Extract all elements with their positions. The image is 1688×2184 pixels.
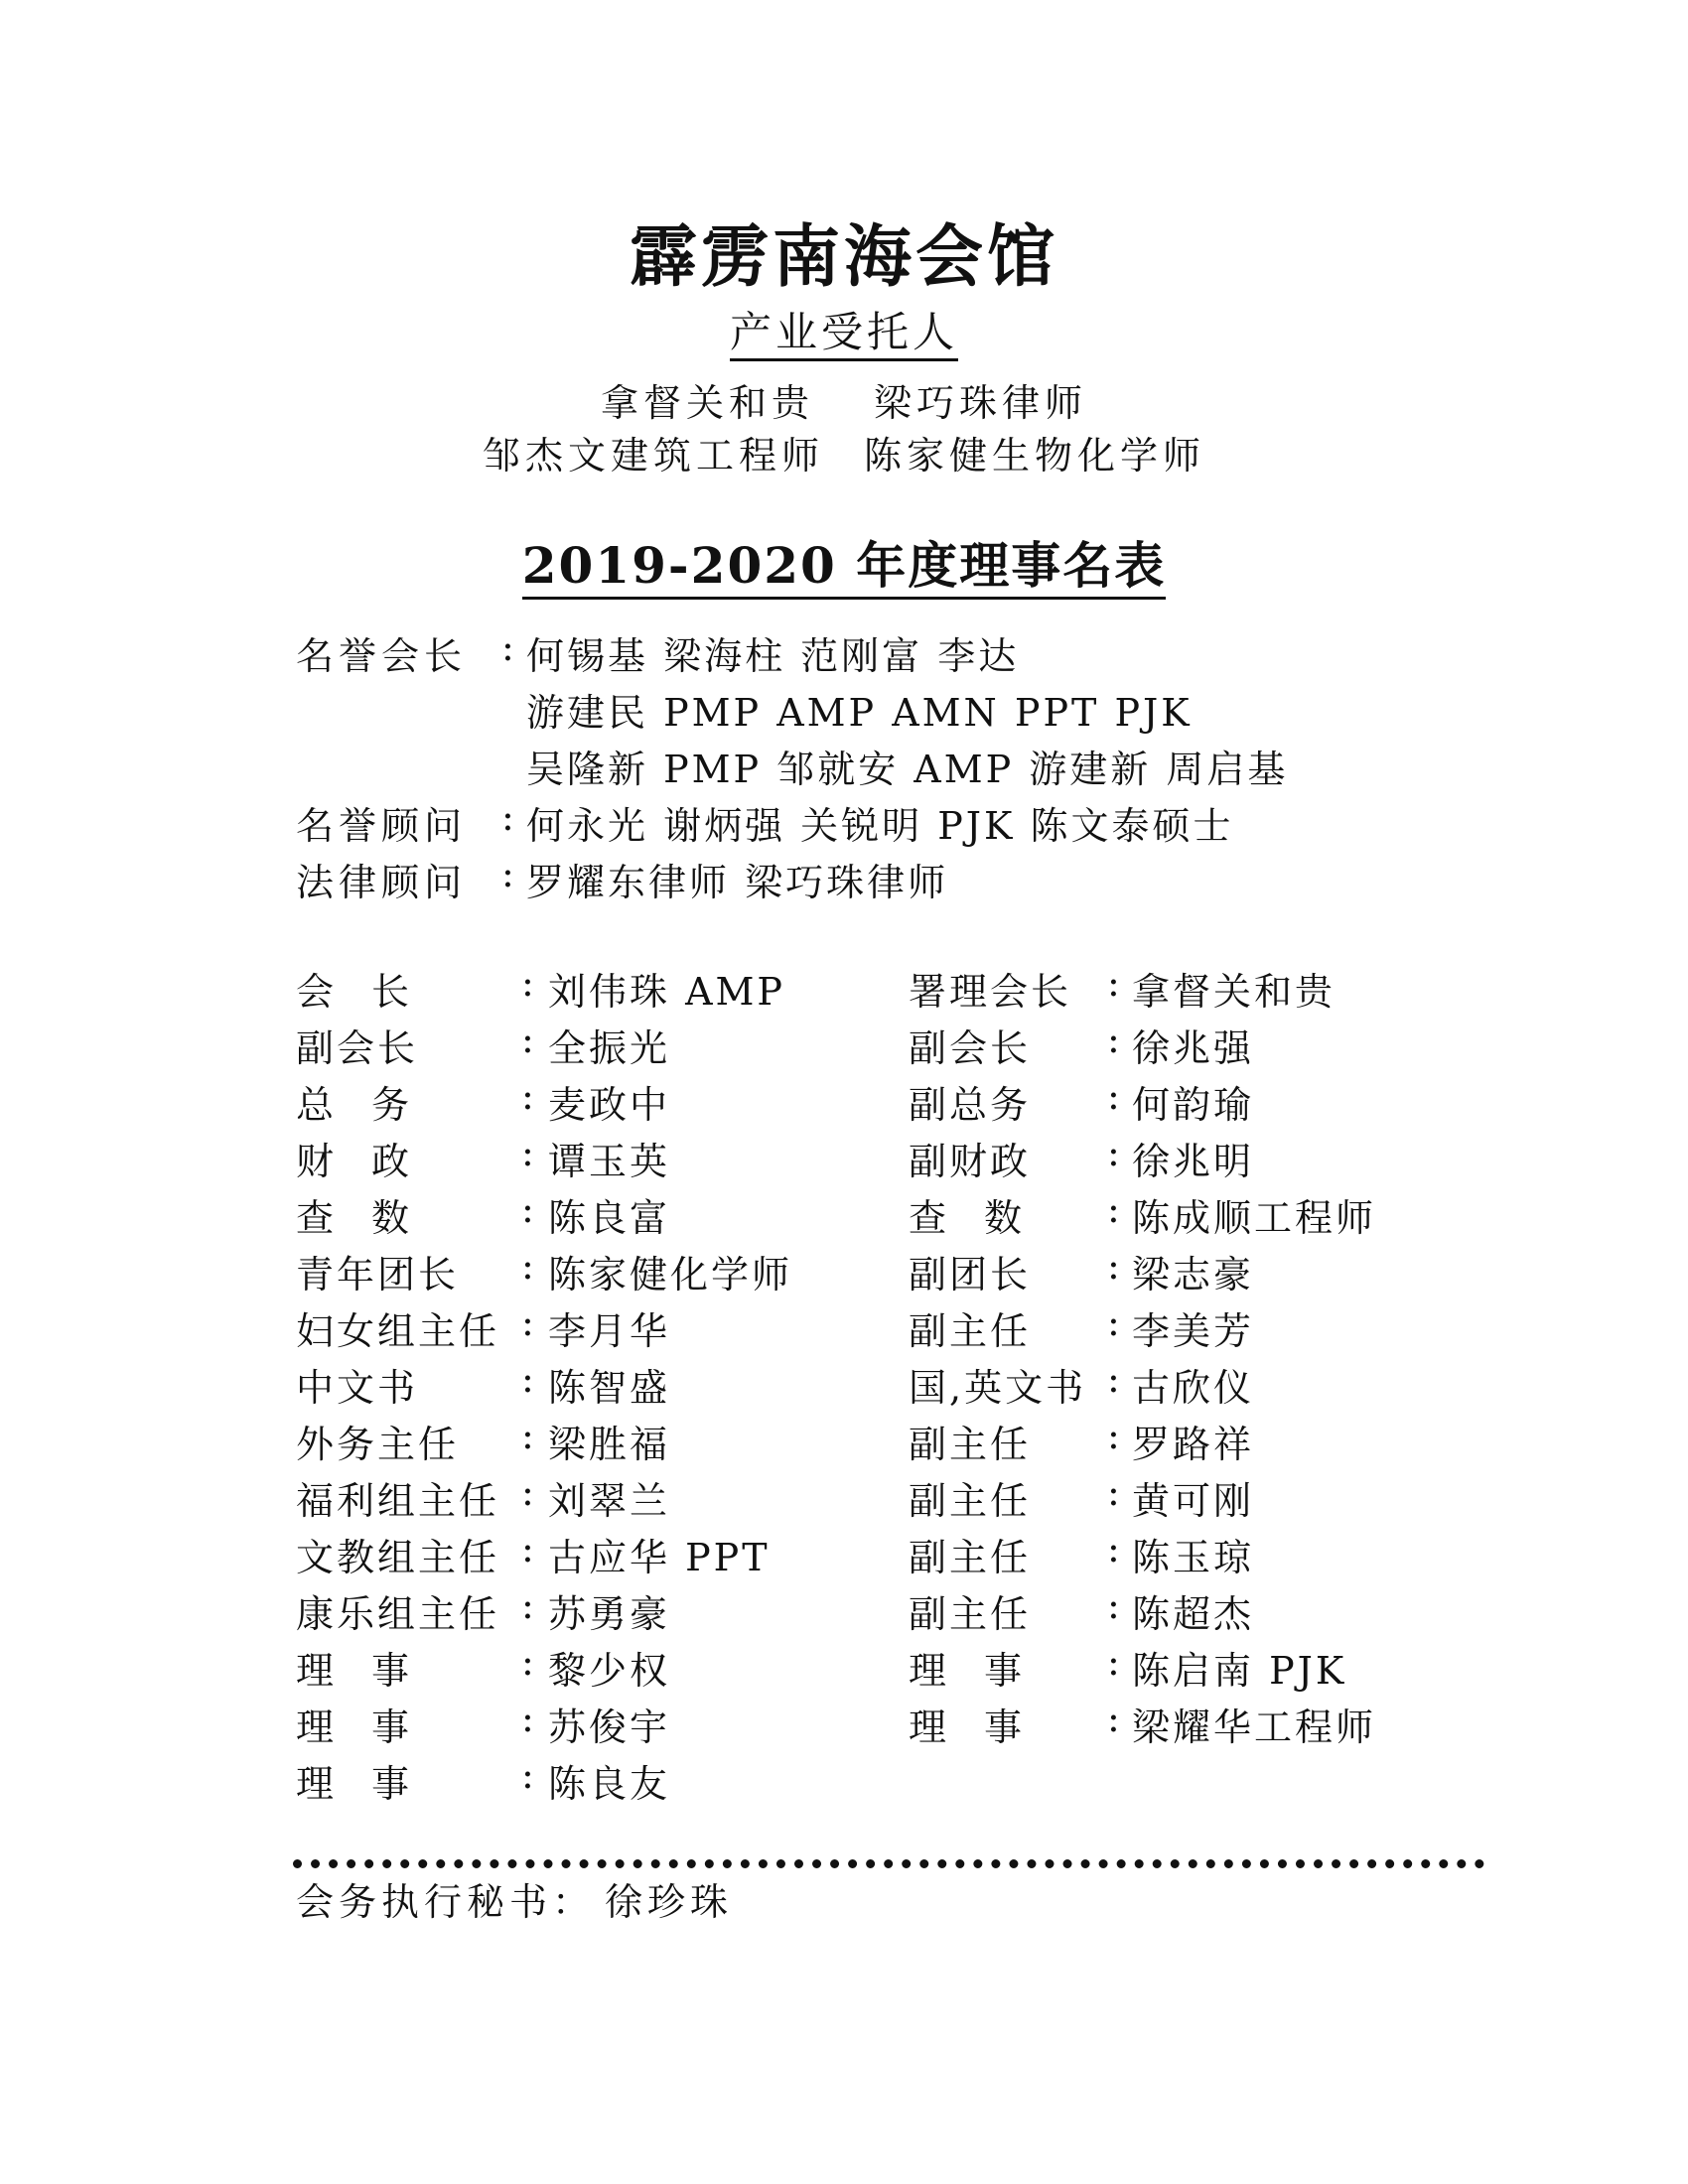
left-role: 文教组主任	[296, 1536, 500, 1579]
left-role: 财政	[296, 1140, 448, 1183]
colon: :	[521, 1697, 537, 1740]
right-name: 陈成顺工程师	[1132, 1196, 1377, 1240]
right-name: 梁耀华工程师	[1132, 1706, 1377, 1749]
left-role: 妇女组主任	[296, 1309, 500, 1353]
roster-row	[0, 1583, 1688, 1639]
colon: :	[521, 1300, 537, 1344]
colon: :	[501, 625, 514, 669]
colon: :	[1107, 1527, 1123, 1570]
right-role: 副主任	[909, 1592, 1032, 1636]
executive-secretary	[296, 1871, 733, 1926]
roster-row	[0, 1640, 1688, 1696]
roster-row	[0, 1244, 1688, 1299]
left-name: 李月华	[548, 1309, 671, 1353]
trustees-line-2	[0, 425, 1688, 479]
right-role: 副财政	[909, 1140, 1032, 1183]
colon: :	[521, 1018, 537, 1061]
committee-list-title-text: 2019-2020 年度理事名表	[522, 536, 1166, 600]
right-name: 陈玉琼	[1132, 1536, 1255, 1579]
colon: :	[521, 1131, 537, 1174]
left-name: 古应华 PPT	[548, 1536, 771, 1579]
left-name: 麦政中	[548, 1083, 671, 1127]
colon: :	[1107, 1187, 1123, 1231]
left-role: 理事	[296, 1649, 448, 1693]
trustees-line-1	[0, 372, 1688, 427]
left-name: 陈良友	[548, 1762, 671, 1806]
colon: :	[521, 1074, 537, 1118]
trustee-name: 梁巧珠律师	[874, 381, 1088, 425]
honorary-president-names-line-1: 何锡基 梁海柱 范刚富 李达	[526, 634, 1020, 678]
left-name: 刘伟珠 AMP	[548, 970, 785, 1014]
colon: :	[1107, 1074, 1123, 1118]
left-role: 中文书	[296, 1366, 419, 1410]
colon: :	[521, 1244, 537, 1288]
colon: :	[1107, 1640, 1123, 1684]
executive-secretary-label: 会务执行秘书：	[296, 1880, 596, 1924]
right-role: 查数	[909, 1196, 1060, 1240]
colon: :	[1107, 1414, 1123, 1457]
roster-row	[0, 1357, 1688, 1413]
trustees-heading-text: 产业受托人	[730, 308, 958, 361]
left-role: 理事	[296, 1706, 448, 1749]
honorary-advisor-label: 名誉顾问	[296, 804, 468, 848]
left-name: 陈良富	[548, 1196, 671, 1240]
colon: :	[1107, 1470, 1123, 1514]
left-name: 陈智盛	[548, 1366, 671, 1410]
roster-row	[0, 1131, 1688, 1186]
right-role: 副主任	[909, 1536, 1032, 1579]
left-role: 康乐组主任	[296, 1592, 500, 1636]
right-name: 李美芳	[1132, 1309, 1255, 1353]
colon: :	[1107, 1244, 1123, 1288]
colon: :	[1107, 961, 1123, 1005]
colon: :	[521, 1187, 537, 1231]
roster-row	[0, 1753, 1688, 1809]
left-name: 黎少权	[548, 1649, 671, 1693]
right-role: 副主任	[909, 1479, 1032, 1523]
colon: :	[1107, 1018, 1123, 1061]
legal-advisor-names: 罗耀东律师 梁巧珠律师	[526, 861, 949, 904]
right-role: 副总务	[909, 1083, 1032, 1127]
right-role: 理事	[909, 1706, 1060, 1749]
right-name: 徐兆强	[1132, 1026, 1255, 1070]
colon: :	[521, 1414, 537, 1457]
right-role: 理事	[909, 1649, 1060, 1693]
colon: :	[1107, 1300, 1123, 1344]
colon: :	[521, 1583, 537, 1627]
left-role: 会长	[296, 970, 448, 1014]
trustee-name: 邹杰文建筑工程师	[482, 434, 824, 478]
left-name: 苏俊宇	[548, 1706, 671, 1749]
right-role: 副主任	[909, 1423, 1032, 1466]
trustee-name: 陈家健生物化学师	[864, 434, 1206, 478]
trustees-heading	[0, 300, 1688, 359]
left-role: 副会长	[296, 1026, 419, 1070]
colon: :	[1107, 1131, 1123, 1174]
honorary-president-label: 名誉会长	[296, 634, 468, 678]
honorary-president-names-line-2: 游建民 PMP AMP AMN PPT PJK	[526, 691, 1193, 735]
honorary-president-names-line-3: 吴隆新 PMP 邹就安 AMP 游建新 周启基	[526, 748, 1289, 791]
colon: :	[1107, 1357, 1123, 1401]
colon: :	[521, 961, 537, 1005]
right-role: 副主任	[909, 1309, 1032, 1353]
right-name: 徐兆明	[1132, 1140, 1255, 1183]
legal-advisor-label: 法律顾问	[296, 861, 468, 904]
dotted-divider	[293, 1859, 1484, 1868]
right-name: 拿督关和贵	[1132, 970, 1336, 1014]
colon: :	[501, 795, 514, 839]
right-name: 陈超杰	[1132, 1592, 1255, 1636]
colon: :	[521, 1357, 537, 1401]
right-role: 副会长	[909, 1026, 1032, 1070]
colon: :	[1107, 1697, 1123, 1740]
right-name: 古欣仪	[1132, 1366, 1255, 1410]
right-name: 梁志豪	[1132, 1253, 1255, 1297]
left-name: 陈家健化学师	[548, 1253, 793, 1297]
left-role: 总务	[296, 1083, 448, 1127]
right-role: 国,英文书	[909, 1366, 1087, 1410]
roster-row	[0, 1527, 1688, 1582]
left-role: 青年团长	[296, 1253, 460, 1297]
roster-row	[0, 1414, 1688, 1469]
left-name: 梁胜福	[548, 1423, 671, 1466]
roster-row	[0, 1470, 1688, 1526]
colon: :	[521, 1753, 537, 1797]
left-role: 查数	[296, 1196, 448, 1240]
colon: :	[521, 1527, 537, 1570]
trustee-name: 拿督关和贵	[600, 381, 814, 425]
right-role: 副团长	[909, 1253, 1032, 1297]
right-name: 罗路祥	[1132, 1423, 1255, 1466]
roster-row	[0, 1187, 1688, 1243]
left-role: 外务主任	[296, 1423, 460, 1466]
roster-row	[0, 1697, 1688, 1752]
colon: :	[521, 1640, 537, 1684]
roster-row	[0, 961, 1688, 1017]
colon: :	[501, 852, 514, 895]
committee-list-title	[0, 526, 1688, 598]
right-name: 何韵瑜	[1132, 1083, 1255, 1127]
left-name: 全振光	[548, 1026, 671, 1070]
left-name: 谭玉英	[548, 1140, 671, 1183]
roster-row	[0, 1018, 1688, 1073]
executive-secretary-name: 徐珍珠	[605, 1880, 734, 1924]
left-name: 苏勇豪	[548, 1592, 671, 1636]
roster-row	[0, 1300, 1688, 1356]
association-title: 霹雳南海会馆	[629, 217, 1058, 297]
left-role: 福利组主任	[296, 1479, 500, 1523]
colon: :	[521, 1470, 537, 1514]
right-role: 署理会长	[909, 970, 1072, 1014]
left-name: 刘翠兰	[548, 1479, 671, 1523]
colon: :	[1107, 1583, 1123, 1627]
right-name: 陈启南 PJK	[1132, 1649, 1347, 1693]
right-name: 黄可刚	[1132, 1479, 1255, 1523]
honorary-advisor-names: 何永光 谢炳强 关锐明 PJK 陈文泰硕士	[526, 804, 1234, 848]
left-role: 理事	[296, 1762, 448, 1806]
roster-row	[0, 1074, 1688, 1130]
